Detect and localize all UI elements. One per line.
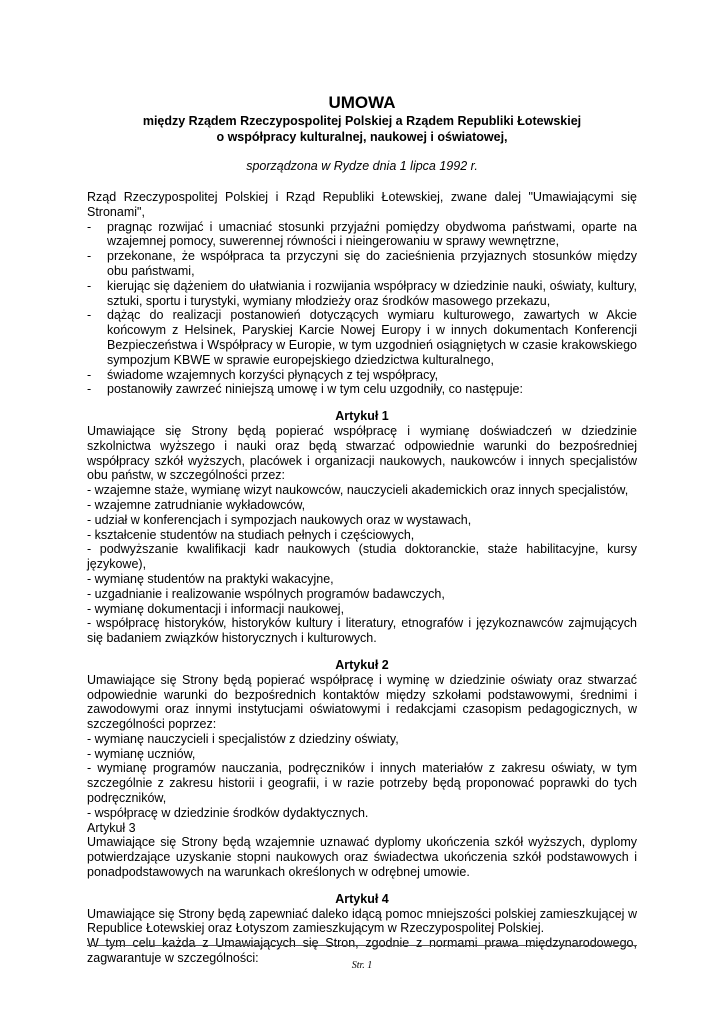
preamble-list	[87, 220, 637, 398]
document-title: UMOWA	[328, 93, 396, 112]
page-number: Str. 1	[351, 960, 373, 971]
preamble-dash: -	[87, 249, 92, 264]
preamble-text: przekonane, że współpraca ta przyczyni się do zacieśnienia przyjaznych stosunków między obu państwami,	[107, 249, 637, 278]
list-item: - uzgadnianie i realizowanie wspólnych programów badawczych,	[87, 586, 445, 601]
list-item: - współpracę w dziedzinie środków dydaktycznych.	[87, 805, 369, 820]
list-item: - wzajemne zatrudnianie wykładowców,	[87, 497, 306, 512]
list-item: - wymianę dokumentacji i informacji naukowej,	[87, 601, 345, 616]
preamble-text: kierując się dążeniem do ułatwiania i rozwijania współpracy w dziedzinie nauki, oświaty, kultury, sztuki, sportu i turystyki, wymiany młodzieży oraz środków masowego przekazu,	[107, 278, 637, 308]
document-date: sporządzona w Rydze dnia 1 lipca 1992 r.	[246, 159, 478, 173]
preamble-item	[87, 308, 637, 367]
document-subtitle-line-2: o współpracy kulturalnej, naukowej i oświatowej,	[216, 130, 508, 144]
footer-divider	[87, 945, 637, 946]
intro-paragraph: Rząd Rzeczypospolitej Polskiej i Rząd Republiki Łotewskiej, zwane dalej "Umawiającymi się Stronami",	[87, 190, 637, 219]
list-item: - podwyższanie kwalifikacji kadr naukowych (studia doktoranckie, staże habilitacyjne, kursy językowe),	[87, 542, 637, 572]
article-4-text: Umawiające się Strony będą zapewniać daleko idącą pomoc mniejszości polskiej zamieszkującej w Republice Łotewskiej oraz Łotyszom zamieszkującym w Rzeczypospolitej Polskiej.	[87, 906, 637, 936]
list-item: - wzajemne staże, wymianę wizyt naukowców, nauczycieli akademickich oraz innych specjalistów,	[87, 483, 629, 498]
article-1-heading: Artykuł 1	[335, 409, 389, 424]
list-item: - wymianę uczniów,	[87, 746, 196, 761]
preamble-text: świadome wzajemnych korzyści płynących z tej współpracy,	[107, 367, 439, 382]
preamble-item	[87, 279, 637, 309]
list-item: - wymianę nauczycieli i specjalistów z dziedziny oświaty,	[87, 731, 399, 746]
article-2-text: Umawiające się Strony będą popierać współpracę i wyminę w dziedzinie oświaty oraz stwarzać odpowiednie warunki do bezpośrednich kontaktów między szkołami podstawowymi, średnimi i zawodowymi oraz innymi instytucjami oświatowymi i redakcjami czasopism pedagogicznych, w szczególności poprzez:	[87, 672, 637, 732]
article-1-text: Umawiające się Strony będą popierać współpracę i wymianę doświadczeń w dziedzinie szkolnictwa wyższego i nauki oraz będą stwarzać odpowiednie warunki do bezpośredniej współpracy szkół wyższych, placówek i organizacji naukowych, naukowców i innych specjalistów obu państw, w szczególności przez:	[87, 423, 637, 483]
article-3-text: Umawiające się Strony będą wzajemnie uznawać dyplomy ukończenia szkół wyższych, dyplomy potwierdzające uzyskanie stopni naukowych oraz świadectwa ukończenia szkół podstawowych i ponadpodstawowych na warunkach określonych w odrębnej umowie.	[87, 835, 637, 880]
preamble-dash: -	[87, 367, 92, 382]
article-2-list	[87, 732, 637, 821]
preamble-item	[87, 249, 637, 279]
preamble-text: pragnąc rozwijać i umacniać stosunki przyjaźni pomiędzy obydwoma państwami, oparte na wzajemnej pomocy, suwerennej równości i nieingerowaniu w sprawy wewnętrzne,	[107, 219, 637, 249]
preamble-item	[87, 220, 637, 250]
preamble-dash: -	[87, 382, 92, 397]
preamble-dash: -	[87, 278, 92, 293]
preamble-dash: -	[87, 308, 92, 323]
preamble-item	[87, 382, 637, 397]
list-item: - wymianę studentów na praktyki wakacyjne,	[87, 571, 334, 586]
article-1-list	[87, 483, 637, 646]
article-3-heading: Artykuł 3	[87, 820, 136, 835]
document-page	[87, 93, 637, 966]
document-subtitle-line-1: między Rządem Rzeczypospolitej Polskiej a Rządem Republiki Łotewskiej	[142, 114, 582, 128]
article-4-text-2: W tym celu każda z Umawiających się Stron, zgodnie z normami prawa międzynarodowego, zagwarantuje w szczególności:	[87, 936, 637, 966]
article-4-heading: Artykuł 4	[335, 891, 389, 906]
preamble-text: postanowiły zawrzeć niniejszą umowę i w tym celu uzgodniły, co następuje:	[107, 382, 523, 397]
list-item: - wymianę programów nauczania, podręczników i innych materiałów z zakresu oświaty, w tym szczególnie z zakresu historii i geografii, i w razie potrzeby będą proponować poprawki do tych podręczników,	[87, 761, 637, 806]
preamble-dash: -	[87, 219, 92, 234]
preamble-text: dążąc do realizacji postanowień dotyczących wymiaru kulturowego, zawartych w Akcie końcowym z Helsinek, Paryskiej Karcie Nowej Europy i w innych dokumentach Konferencji Bezpieczeństwa i Współpracy w Europie, w tym uzgodnień osiągniętych w czasie krakowskiego sympozjum KBWE w sprawie europejskiego dziedzictwa kulturalnego,	[107, 308, 637, 367]
list-item: - współpracę historyków, historyków kultury i literatury, etnografów i językoznawców zajmujących się badaniem związków historycznych i kulturowych.	[87, 616, 637, 646]
preamble-item	[87, 368, 637, 383]
article-2-heading: Artykuł 2	[335, 657, 389, 672]
list-item: - kształcenie studentów na studiach pełnych i częściowych,	[87, 527, 415, 542]
list-item: - udział w konferencjach i sympozjach naukowych oraz w wystawach,	[87, 512, 472, 527]
